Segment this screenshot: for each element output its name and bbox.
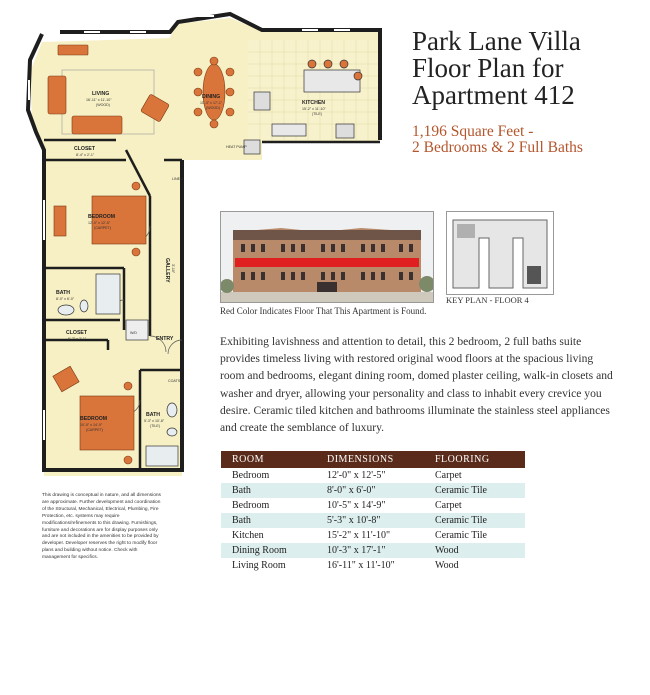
table-row bbox=[221, 558, 525, 573]
flooring-cell: Ceramic Tile bbox=[424, 513, 525, 528]
gallery-dims: 3'-10" bbox=[171, 264, 175, 274]
building-elevation-image bbox=[220, 211, 434, 303]
disclaimer-text: This drawing is conceptual in nature, and all dimensions are approximate. Further development and coordination of the Structural, Mechanical, Electrical, Plumbing, Fire Protection, etc. systems may require modifications/refinements to this drawing. Furnishings, furniture and decorations are for display purposes only and are not included in the amenities to be provided by developer. Developer reserves the right to modify floor plans and building without notice. Check with management for specifics. bbox=[42, 493, 161, 561]
linen-label: LINEN bbox=[172, 177, 183, 181]
bedroom2-label: BEDROOM bbox=[80, 416, 108, 422]
dimensions-cell: 5'-3" x 10'-8" bbox=[316, 513, 424, 528]
flooring-cell: Wood bbox=[435, 560, 459, 571]
wd-label: W/D bbox=[130, 331, 137, 335]
title-line-2: Floor Plan for bbox=[412, 53, 564, 83]
flooring-cell: Carpet bbox=[435, 470, 462, 481]
washer-dryer bbox=[126, 320, 148, 340]
kitchen-floor: (TILE) bbox=[312, 112, 322, 116]
dining-floor: (WOOD) bbox=[206, 106, 220, 110]
living-floor: (WOOD) bbox=[96, 103, 110, 107]
entry-label: ENTRY bbox=[156, 336, 174, 342]
title-line-3: Apartment 412 bbox=[412, 80, 575, 110]
table-row bbox=[221, 498, 525, 513]
table-row bbox=[221, 468, 525, 483]
bedroom1-dims: 12'-0" x 12'-5" bbox=[88, 221, 111, 225]
table-header-row bbox=[221, 451, 525, 468]
room-cell: Bath bbox=[221, 513, 316, 528]
key-plan-caption: KEY PLAN - FLOOR 4 bbox=[446, 295, 529, 305]
table-row bbox=[221, 513, 525, 528]
closet2-label: CLOSET bbox=[66, 330, 88, 336]
closet1-label: CLOSET bbox=[74, 146, 96, 152]
column-header-flooring: FLOORING bbox=[424, 451, 525, 468]
living-label: LIVING bbox=[92, 91, 110, 97]
room-cell: Bath bbox=[221, 483, 316, 498]
key-plan-image bbox=[446, 211, 554, 295]
column-header-dimensions: DIMENSIONS bbox=[316, 451, 424, 468]
page-subtitle bbox=[412, 124, 583, 156]
flooring-cell: Ceramic Tile bbox=[424, 483, 525, 498]
dimensions-cell: 10'-5" x 14'-9" bbox=[327, 500, 386, 511]
gallery-label: GALLERY bbox=[164, 258, 170, 283]
bath2-dims: 5'-3" x 10'-8" bbox=[144, 419, 165, 423]
highlight-floor bbox=[235, 258, 419, 267]
flooring-cell: Ceramic Tile bbox=[435, 530, 487, 541]
bath1-dims: 8'-0" x 6'-0" bbox=[56, 297, 75, 301]
bedroom1-label: BEDROOM bbox=[88, 214, 116, 220]
kitchen-dims: 15'-2" x 11'-10" bbox=[302, 107, 326, 111]
unit-highlight bbox=[527, 266, 541, 284]
closet2-dims: 6'-7" x 2'-1" bbox=[68, 337, 87, 341]
table-row bbox=[221, 528, 525, 543]
dimensions-cell: 12'-0" x 12'-5" bbox=[327, 470, 386, 481]
bath2-floor: (TILE) bbox=[150, 424, 160, 428]
bath2-label: BATH bbox=[146, 412, 161, 418]
heat-pump-label: HEAT PUMP bbox=[226, 145, 247, 149]
bath1-label: BATH bbox=[56, 290, 71, 296]
coats-label: COATS bbox=[168, 379, 181, 383]
bedroom1-floor: (CARPET) bbox=[94, 226, 111, 230]
title-line-1: Park Lane Villa bbox=[412, 26, 581, 56]
bedroom2-dims: 10'-5" x 14'-9" bbox=[80, 423, 103, 427]
dimensions-cell: 8'-0" x 6'-0" bbox=[316, 483, 424, 498]
room-cell: Kitchen bbox=[232, 530, 264, 541]
table-row bbox=[221, 483, 525, 498]
living-dims: 16'-11" x 11'-10" bbox=[86, 98, 112, 102]
subtitle-line-2: 2 Bedrooms & 2 Full Baths bbox=[412, 139, 583, 156]
room-cell: Living Room bbox=[232, 560, 286, 571]
description-text: Exhibiting lavishness and attention to detail, this 2 bedroom, 2 full baths suite provides timeless living with restored original wood floors at the spacious living room and bedrooms, elegant dining room, domed plaster ceiling, walk-in closets and washer and dryer, allowing your personality and class to inhabit every crevice you desire. Ceramic tiled kitchen and bathrooms illuminate the stainless steel appliances and create the semblance of luxury. bbox=[220, 335, 613, 435]
room-cell: Bedroom bbox=[232, 500, 270, 511]
column-header-room: ROOM bbox=[221, 451, 316, 468]
dimensions-cell: 10'-3" x 17'-1" bbox=[316, 543, 424, 558]
flooring-cell: Carpet bbox=[435, 500, 462, 511]
page-title bbox=[412, 28, 581, 109]
table-row bbox=[221, 543, 525, 558]
closet1-dims: 8'-4" x 2'-1" bbox=[76, 153, 95, 157]
dining-label: DINING bbox=[202, 94, 221, 100]
dining-dims: 10'-3" x 17'-1" bbox=[200, 101, 223, 105]
room-cell: Bedroom bbox=[232, 470, 270, 481]
dimensions-cell: 15'-2" x 11'-10" bbox=[327, 530, 391, 541]
flooring-cell: Wood bbox=[424, 543, 525, 558]
kitchen-label: KITCHEN bbox=[302, 100, 326, 106]
dimensions-cell: 16'-11" x 11'-10" bbox=[327, 560, 395, 571]
elevation-caption: Red Color Indicates Floor That This Apartment is Found. bbox=[220, 306, 427, 316]
bedroom2-floor: (CARPET) bbox=[86, 428, 103, 432]
subtitle-line-1: 1,196 Square Feet - bbox=[412, 123, 534, 140]
room-dimensions-table bbox=[221, 451, 525, 573]
room-cell: Dining Room bbox=[221, 543, 316, 558]
